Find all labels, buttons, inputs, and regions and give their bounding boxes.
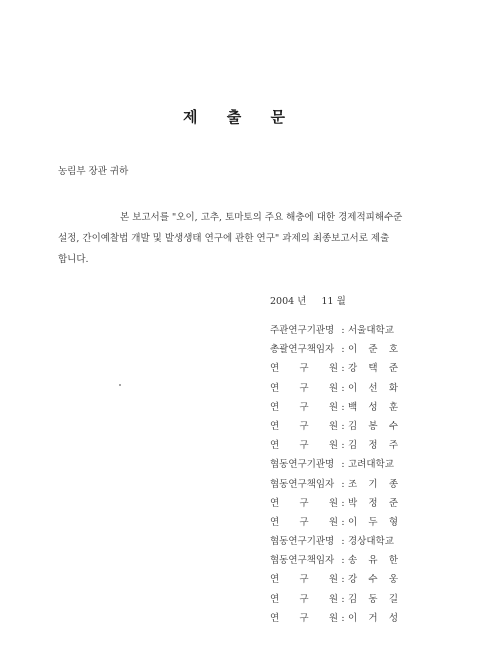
personnel-label: 연 구 원 [270, 612, 338, 624]
personnel-value: 박 정 준 [348, 497, 398, 509]
personnel-row [270, 513, 430, 532]
personnel-colon: : [341, 574, 345, 586]
personnel-list [270, 321, 430, 628]
scan-speck [119, 384, 121, 386]
personnel-row [270, 475, 430, 494]
personnel-colon: : [341, 536, 345, 548]
personnel-value: 이 두 형 [348, 516, 398, 528]
personnel-value: 백 성 훈 [348, 401, 398, 413]
submission-date: 2004 년 11 월 [270, 296, 346, 307]
personnel-row [270, 417, 430, 436]
personnel-colon: : [341, 593, 345, 605]
personnel-row [270, 590, 430, 609]
personnel-value: 고려대학교 [348, 459, 394, 471]
personnel-value: 김 동 길 [348, 593, 398, 605]
personnel-colon: : [341, 401, 345, 413]
personnel-value: 서울대학교 [348, 325, 394, 336]
personnel-label: 총괄연구책임자 [270, 344, 335, 356]
personnel-value: 이 거 성 [348, 612, 398, 624]
personnel-value: 김 정 주 [348, 440, 398, 452]
personnel-label: 협동연구기관명 [270, 459, 335, 471]
personnel-label: 협동연구책임자 [270, 555, 335, 567]
personnel-label: 연 구 원 [270, 574, 338, 586]
personnel-label: 연 구 원 [270, 420, 338, 432]
personnel-colon: : [341, 459, 345, 471]
personnel-value: 경상대학교 [348, 536, 394, 548]
personnel-colon: : [341, 325, 345, 336]
personnel-label: 연 구 원 [270, 440, 338, 452]
personnel-colon: : [341, 382, 345, 394]
personnel-row [270, 532, 430, 551]
personnel-row [270, 494, 430, 513]
personnel-row [270, 570, 430, 589]
personnel-label: 협동연구기관명 [270, 536, 335, 548]
page-title: 제 출 문 [183, 108, 297, 126]
personnel-value: 강 택 준 [348, 363, 398, 375]
personnel-colon: : [341, 344, 345, 356]
personnel-colon: : [341, 440, 345, 452]
personnel-row [270, 609, 430, 628]
personnel-colon: : [341, 555, 345, 567]
personnel-value: 김 봉 수 [348, 420, 398, 432]
personnel-value: 이 선 화 [348, 382, 398, 394]
personnel-label: 연 구 원 [270, 497, 338, 509]
statement-line-2: 설정, 간이예찰법 개발 및 발생생태 연구에 관한 연구" 과제의 최종보고서로 제출 [58, 233, 390, 244]
personnel-colon: : [341, 478, 345, 490]
personnel-label: 연 구 원 [270, 401, 338, 413]
personnel-label: 협동연구책임자 [270, 478, 335, 490]
personnel-row [270, 321, 430, 340]
personnel-row [270, 398, 430, 417]
personnel-label: 주관연구기관명 [270, 325, 335, 336]
submission-statement [58, 207, 420, 270]
personnel-colon: : [341, 363, 345, 375]
addressee: 농림부 장관 귀하 [58, 166, 129, 177]
personnel-value: 송 유 한 [348, 555, 398, 567]
personnel-value: 조 기 종 [348, 478, 398, 490]
personnel-label: 연 구 원 [270, 593, 338, 605]
personnel-value: 이 준 호 [348, 344, 398, 356]
personnel-row [270, 359, 430, 378]
personnel-colon: : [341, 516, 345, 528]
personnel-colon: : [341, 612, 345, 624]
personnel-row [270, 551, 430, 570]
personnel-row [270, 455, 430, 474]
statement-line-3: 합니다. [58, 254, 89, 265]
personnel-value: 강 수 웅 [348, 574, 398, 586]
personnel-label: 연 구 원 [270, 516, 338, 528]
personnel-colon: : [341, 497, 345, 509]
personnel-row [270, 340, 430, 359]
personnel-label: 연 구 원 [270, 363, 338, 375]
personnel-label: 연 구 원 [270, 382, 338, 394]
personnel-colon: : [341, 420, 345, 432]
personnel-row [270, 379, 430, 398]
statement-line-1: 본 보고서를 "오이, 고추, 토마토의 주요 해충에 대한 경제적피해수준 [120, 212, 403, 223]
personnel-row [270, 436, 430, 455]
